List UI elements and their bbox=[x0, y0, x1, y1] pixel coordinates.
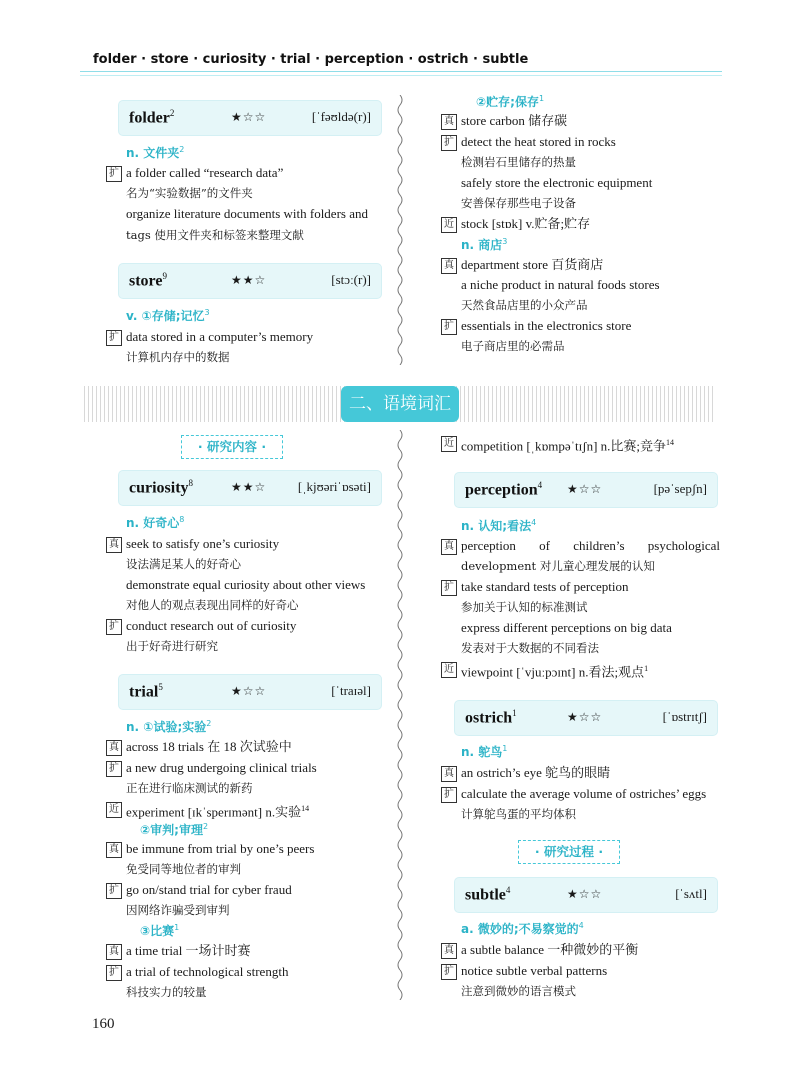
example-line: store carbon 储存碳 bbox=[461, 113, 568, 128]
example-line: demonstrate equal curiosity about other views bbox=[126, 577, 366, 592]
sense-heading: ②贮存;保存$^1$ bbox=[476, 94, 545, 109]
example-line: a folder called “research data” bbox=[126, 165, 284, 180]
example-line: safely store the electronic equipment bbox=[461, 175, 653, 190]
tag-real: 真 bbox=[106, 842, 122, 858]
phonetic: [ˈɒstrɪtʃ] bbox=[662, 709, 707, 724]
example-translation: 检测岩石里储存的热量 bbox=[461, 155, 576, 169]
example-line: go on/stand trial for cyber fraud bbox=[126, 882, 292, 897]
example-translation: 安善保存那些电子设备 bbox=[461, 196, 576, 210]
word-card-curiosity bbox=[118, 470, 382, 506]
tag-extended: 扩 bbox=[106, 166, 122, 182]
part-of-speech: n. 认知;看法$^4$ bbox=[461, 518, 537, 533]
example-line: a niche product in natural foods stores bbox=[461, 277, 660, 292]
tag-real: 真 bbox=[441, 943, 457, 959]
example-line: across 18 trials 在 18 次试验中 bbox=[126, 739, 292, 754]
tag-real: 真 bbox=[441, 258, 457, 274]
word-card-subtle bbox=[454, 877, 718, 913]
tag-real: 真 bbox=[106, 740, 122, 756]
tag-synonym: 近 bbox=[441, 436, 457, 452]
example-line: be immune from trial by one’s peers bbox=[126, 841, 315, 856]
example-line: notice subtle verbal patterns bbox=[461, 963, 608, 978]
part-of-speech: n. 鸵鸟$^1$ bbox=[461, 744, 508, 759]
header-rule bbox=[80, 71, 722, 72]
subhead-research-process: · 研究过程 · bbox=[518, 840, 620, 864]
part-of-speech: n. ①试验;实验$^2$ bbox=[126, 719, 212, 734]
example-translation: 参加关于认知的标准测试 bbox=[461, 600, 588, 614]
difficulty-stars: ★☆☆ bbox=[231, 684, 267, 698]
tag-synonym: 近 bbox=[106, 802, 122, 818]
headword: trial$^5$ bbox=[129, 682, 163, 701]
part-of-speech: n. 好奇心$^8$ bbox=[126, 515, 185, 530]
example-translation: 设法满足某人的好奇心 bbox=[126, 557, 241, 571]
sense-heading: ③比赛$^1$ bbox=[140, 923, 180, 938]
sense-heading: ②审判;审理$^2$ bbox=[140, 822, 209, 837]
example-line: calculate the average volume of ostriches’ eggs bbox=[461, 786, 707, 801]
difficulty-stars: ★☆☆ bbox=[567, 482, 603, 496]
example-line: an ostrich’s eye 鸵鸟的眼睛 bbox=[461, 765, 611, 780]
page-number: 160 bbox=[92, 1016, 115, 1032]
example-line: detect the heat stored in rocks bbox=[461, 134, 616, 149]
phonetic: [ˈtraɪəl] bbox=[331, 683, 371, 698]
synonym-line: stock [stɒk] v.贮备;贮存 bbox=[461, 216, 591, 231]
tag-real: 真 bbox=[106, 944, 122, 960]
phonetic: [ˌkjʊəriˈɒsəti] bbox=[297, 479, 371, 494]
tag-synonym: 近 bbox=[441, 662, 457, 678]
difficulty-stars: ★★☆ bbox=[231, 480, 267, 494]
tag-extended: 扩 bbox=[106, 965, 122, 981]
difficulty-stars: ★☆☆ bbox=[231, 110, 267, 124]
example-translation: 天然食品店里的小众产品 bbox=[461, 298, 588, 312]
synonym-line: experiment [ɪkˈsperɪmənt] n.实验$^{14}$ bbox=[126, 804, 310, 820]
example-line: a time trial 一场计时赛 bbox=[126, 943, 251, 958]
part-of-speech: v. ①存储;记忆$^3$ bbox=[126, 308, 210, 323]
part-of-speech: n. 文件夹$^2$ bbox=[126, 145, 185, 160]
synonym-line: competition [ˌkɒmpəˈtɪʃn] n.比赛;竞争$^{14}$ bbox=[461, 438, 675, 454]
tag-real: 真 bbox=[441, 539, 457, 555]
headword: ostrich$^1$ bbox=[465, 708, 517, 727]
phonetic: [pəˈsepʃn] bbox=[653, 481, 707, 496]
example-line: a trial of technological strength bbox=[126, 964, 289, 979]
example-translation: 计算机内存中的数据 bbox=[126, 350, 230, 364]
example-line: express different perceptions on big data bbox=[461, 620, 672, 635]
headword: folder$^2$ bbox=[129, 108, 175, 127]
example-translation: 出于好奇进行研究 bbox=[126, 639, 218, 653]
tag-real: 真 bbox=[441, 114, 457, 130]
subhead-research-content: · 研究内容 · bbox=[181, 435, 283, 459]
example-line: a subtle balance 一种微妙的平衡 bbox=[461, 942, 639, 957]
tag-extended: 扩 bbox=[106, 330, 122, 346]
part-of-speech: a. 微妙的;不易察觉的$^4$ bbox=[461, 921, 584, 936]
part-of-speech: n. 商店$^3$ bbox=[461, 237, 508, 252]
tag-extended: 扩 bbox=[441, 964, 457, 980]
example-translation: 正在进行临床测试的新药 bbox=[126, 781, 253, 795]
difficulty-stars: ★☆☆ bbox=[567, 710, 603, 724]
example-line: take standard tests of perception bbox=[461, 579, 629, 594]
tag-synonym: 近 bbox=[441, 217, 457, 233]
example-translation: 因网络诈骗受到审判 bbox=[126, 903, 230, 917]
example-line: department store 百货商店 bbox=[461, 257, 604, 272]
example-line-justified: perception of children’s psychological bbox=[461, 538, 720, 553]
tag-extended: 扩 bbox=[441, 319, 457, 335]
section-title: 二、语境词汇 bbox=[341, 386, 459, 422]
word-card-ostrich bbox=[454, 700, 718, 736]
phonetic: [ˈsʌtl] bbox=[675, 886, 707, 901]
tag-extended: 扩 bbox=[106, 761, 122, 777]
column-separator-top bbox=[396, 95, 404, 365]
tag-extended: 扩 bbox=[441, 580, 457, 596]
headword: curiosity$^8$ bbox=[129, 478, 194, 497]
example-translation: 发表对于大数据的不同看法 bbox=[461, 641, 599, 655]
example-line: organize literature documents with folders and bbox=[126, 206, 368, 221]
example-translation: tags 使用文件夹和标签来整理文献 bbox=[126, 228, 304, 242]
column-separator-bottom bbox=[396, 430, 404, 1000]
example-line: seek to satisfy one’s curiosity bbox=[126, 536, 280, 551]
headword: perception$^4$ bbox=[465, 480, 543, 499]
example-translation: 科技实力的较量 bbox=[126, 985, 207, 999]
tag-real: 真 bbox=[441, 766, 457, 782]
difficulty-stars: ★★☆ bbox=[231, 273, 267, 287]
tag-extended: 扩 bbox=[441, 787, 457, 803]
tag-extended: 扩 bbox=[106, 883, 122, 899]
example-translation: 计算鸵鸟蛋的平均体积 bbox=[461, 807, 576, 821]
tag-extended: 扩 bbox=[106, 619, 122, 635]
example-line: conduct research out of curiosity bbox=[126, 618, 297, 633]
page-header-title: folder · store · curiosity · trial · perception · ostrich · subtle bbox=[93, 52, 529, 67]
example-translation: 电子商店里的必需品 bbox=[461, 339, 565, 353]
difficulty-stars: ★☆☆ bbox=[567, 887, 603, 901]
phonetic: [stɔː(r)] bbox=[331, 272, 371, 287]
word-card-trial bbox=[118, 674, 382, 710]
example-line: essentials in the electronics store bbox=[461, 318, 632, 333]
word-card-perception bbox=[454, 472, 718, 508]
tag-extended: 扩 bbox=[441, 135, 457, 151]
header-rule-thin bbox=[80, 75, 722, 76]
headword: store$^9$ bbox=[129, 271, 167, 290]
example-translation: 名为“实验数据”的文件夹 bbox=[126, 186, 253, 200]
example-translation: development 对儿童心理发展的认知 bbox=[461, 559, 655, 573]
example-line: data stored in a computer’s memory bbox=[126, 329, 314, 344]
tag-real: 真 bbox=[106, 537, 122, 553]
example-translation: 免受同等地位者的审判 bbox=[126, 862, 241, 876]
phonetic: [ˈfəʊldə(r)] bbox=[311, 109, 371, 124]
headword: subtle$^4$ bbox=[465, 885, 511, 904]
example-translation: 对他人的观点表现出同样的好奇心 bbox=[126, 598, 299, 612]
word-card-folder bbox=[118, 100, 382, 136]
example-line: a new drug undergoing clinical trials bbox=[126, 760, 317, 775]
word-card-store bbox=[118, 263, 382, 299]
synonym-line: viewpoint [ˈvjuːpɔɪnt] n.看法;观点$^1$ bbox=[461, 664, 649, 680]
example-translation: 注意到微妙的语言模式 bbox=[461, 984, 576, 998]
